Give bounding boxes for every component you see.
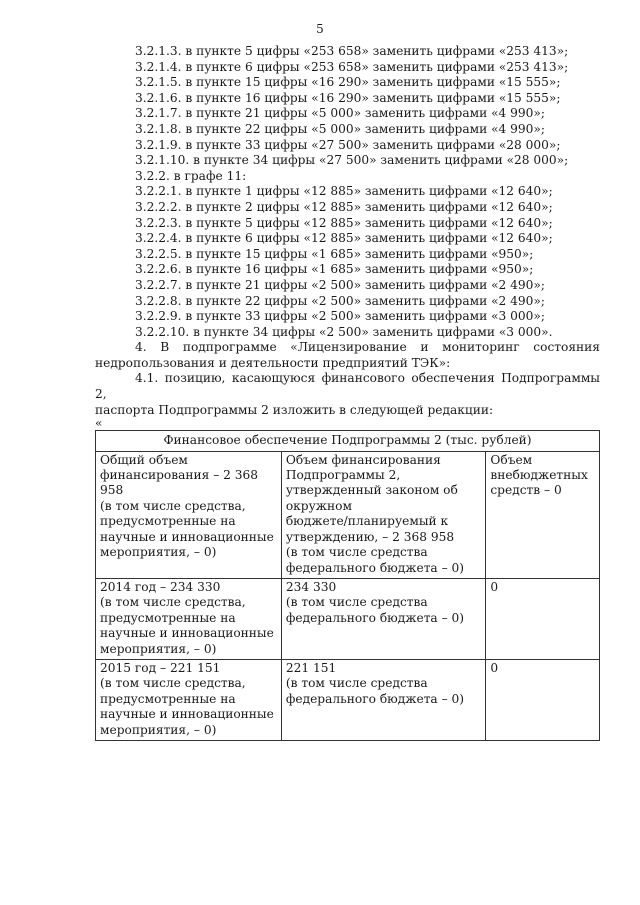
amendment-line: 3.2.2.3. в пункте 5 цифры «12 885» заменить цифрами «12 640»;	[135, 215, 553, 230]
table-row	[96, 578, 600, 659]
amendment-line: 3.2.1.4. в пункте 6 цифры «253 658» заменить цифрами «253 413»;	[135, 59, 569, 74]
amendment-line: 3.2.2.9. в пункте 33 цифры «2 500» заменить цифрами «3 000»;	[135, 309, 545, 324]
paragraph-4-1-line-2: паспорта Подпрограммы 2 изложить в следующей редакции:	[95, 402, 494, 417]
table-cell: Объем внебюджетных средств – 0	[486, 451, 600, 578]
amendment-line: 3.2.2. в графе 11:	[135, 168, 247, 183]
amendment-line: 3.2.2.6. в пункте 16 цифры «1 685» заменить цифрами «950»;	[135, 262, 534, 277]
table-cell: 0	[486, 659, 600, 740]
opening-quote-mark: «	[95, 416, 103, 431]
table-cell: 234 330 (в том числе средства федерального бюджета – 0)	[281, 578, 486, 659]
amendment-line: 3.2.1.9. в пункте 33 цифры «27 500» заменить цифрами «28 000»;	[135, 137, 561, 152]
paragraph-4-line-2: недропользования и деятельности предприятий ТЭК»:	[95, 355, 451, 370]
amendment-line: 3.2.1.7. в пункте 21 цифры «5 000» заменить цифрами «4 990»;	[135, 106, 545, 121]
document-body	[95, 44, 600, 741]
table-cell: 2015 год – 221 151 (в том числе средства, предусмотренные на научные и инновационные мероприятия, – 0)	[96, 659, 282, 740]
amendment-line: 3.2.2.10. в пункте 34 цифры «2 500» заменить цифрами «3 000».	[135, 324, 553, 339]
amendment-line: 3.2.2.5. в пункте 15 цифры «1 685» заменить цифрами «950»;	[135, 246, 534, 261]
amendment-line: 3.2.1.5. в пункте 15 цифры «16 290» заменить цифрами «15 555»;	[135, 75, 561, 90]
amendment-line: 3.2.1.10. в пункте 34 цифры «27 500» заменить цифрами «28 000»;	[135, 153, 569, 168]
amendment-line: 3.2.2.8. в пункте 22 цифры «2 500» заменить цифрами «2 490»;	[135, 293, 545, 308]
table-row	[96, 659, 600, 740]
paragraph-4-1-line-1: 4.1. позицию, касающуюся финансового обеспечения Подпрограммы 2,	[95, 371, 600, 402]
financing-table	[95, 430, 600, 741]
table-header-row	[96, 431, 600, 451]
table-cell: 221 151 (в том числе средства федерального бюджета – 0)	[281, 659, 486, 740]
table-cell: Объем финансирования Подпрограммы 2, утвержденный законом об окружном бюджете/планируемый к утверждению, – 2 368 958 (в том числе средства федерального бюджета – 0)	[281, 451, 486, 578]
amendment-line: 3.2.2.4. в пункте 6 цифры «12 885» заменить цифрами «12 640»;	[135, 231, 553, 246]
amendment-line: 3.2.1.6. в пункте 16 цифры «16 290» заменить цифрами «15 555»;	[135, 90, 561, 105]
amendment-line: 3.2.2.1. в пункте 1 цифры «12 885» заменить цифрами «12 640»;	[135, 184, 553, 199]
table-cell: 2014 год – 234 330 (в том числе средства, предусмотренные на научные и инновационные мероприятия, – 0)	[96, 578, 282, 659]
table-cell: Общий объем финансирования – 2 368 958 (в том числе средства, предусмотренные на научные и инновационные мероприятия, – 0)	[96, 451, 282, 578]
amendment-line: 3.2.2.2. в пункте 2 цифры «12 885» заменить цифрами «12 640»;	[135, 199, 553, 214]
table-row	[96, 451, 600, 578]
paragraph-4-line-1: 4. В подпрограмме «Лицензирование и мониторинг состояния	[135, 340, 600, 355]
blank-area	[0, 770, 640, 905]
page-number: 5	[316, 22, 324, 36]
table-header: Финансовое обеспечение Подпрограммы 2 (тыс. рублей)	[96, 431, 600, 451]
table-cell: 0	[486, 578, 600, 659]
amendment-line: 3.2.2.7. в пункте 21 цифры «2 500» заменить цифрами «2 490»;	[135, 277, 545, 292]
amendment-line: 3.2.1.8. в пункте 22 цифры «5 000» заменить цифрами «4 990»;	[135, 121, 545, 136]
amendment-line: 3.2.1.3. в пункте 5 цифры «253 658» заменить цифрами «253 413»;	[135, 44, 569, 58]
